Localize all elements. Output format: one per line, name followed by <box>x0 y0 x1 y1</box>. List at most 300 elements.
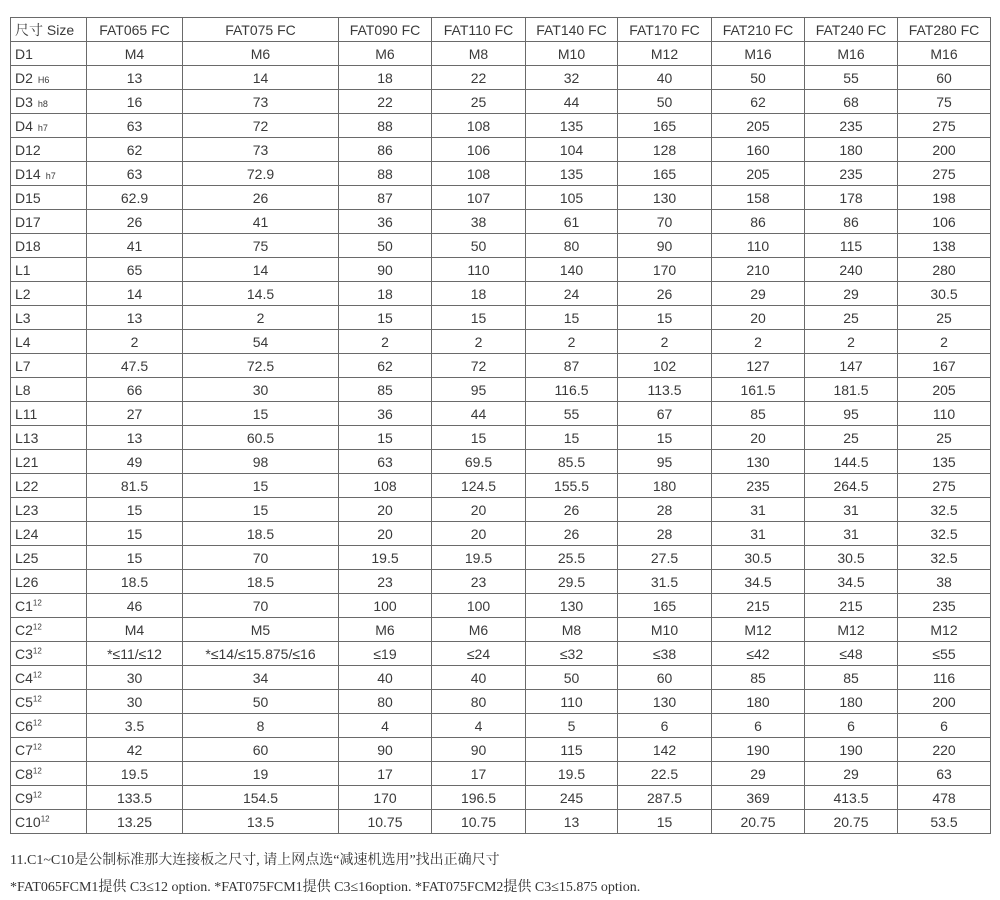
table-cell: 15 <box>87 546 183 570</box>
table-row <box>11 330 991 354</box>
row-label: C4 <box>15 669 33 686</box>
table-cell: 135 <box>526 162 618 186</box>
row-label-cell <box>11 810 87 834</box>
row-label: D18 <box>15 237 41 254</box>
table-row <box>11 498 991 522</box>
note-superscript: 12 <box>32 645 42 655</box>
table-cell: M12 <box>805 618 898 642</box>
table-cell: 47.5 <box>87 354 183 378</box>
table-cell: ≤48 <box>805 642 898 666</box>
note-line-2: *FAT065FCM1提供 C3≤12 option. *FAT075FCM1提供 C3≤16option. *FAT075FCM2提供 C3≤15.875 option. <box>10 880 641 895</box>
table-cell: 25 <box>805 306 898 330</box>
table-cell: 14 <box>183 258 339 282</box>
table-cell: 29 <box>712 762 805 786</box>
table-cell: 13.5 <box>183 810 339 834</box>
table-cell: 31 <box>712 498 805 522</box>
table-cell: 110 <box>712 234 805 258</box>
table-row <box>11 114 991 138</box>
table-cell: 369 <box>712 786 805 810</box>
table-cell: 100 <box>432 594 526 618</box>
tolerance-subscript: h7 <box>37 122 48 133</box>
table-cell: 32.5 <box>898 546 991 570</box>
table-cell: 70 <box>618 210 712 234</box>
table-cell: 6 <box>898 714 991 738</box>
table-cell: 60 <box>898 66 991 90</box>
table-cell: 13.25 <box>87 810 183 834</box>
table-cell: 30.5 <box>712 546 805 570</box>
table-cell: M8 <box>526 618 618 642</box>
table-row <box>11 282 991 306</box>
table-cell: 29.5 <box>526 570 618 594</box>
table-cell: 18.5 <box>183 522 339 546</box>
table-cell: 2 <box>87 330 183 354</box>
table-cell: 106 <box>898 210 991 234</box>
table-cell: 19 <box>183 762 339 786</box>
spec-table <box>10 17 991 834</box>
table-cell: 27 <box>87 402 183 426</box>
table-cell: M12 <box>898 618 991 642</box>
table-row <box>11 762 991 786</box>
table-cell: 104 <box>526 138 618 162</box>
row-label: L2 <box>15 285 31 302</box>
row-label-cell <box>11 570 87 594</box>
table-cell: 4 <box>339 714 432 738</box>
table-cell: 180 <box>618 474 712 498</box>
row-label-cell <box>11 90 87 114</box>
table-cell: 160 <box>712 138 805 162</box>
table-cell: 50 <box>712 66 805 90</box>
table-cell: 205 <box>712 114 805 138</box>
model-header: FAT240 FC <box>805 18 898 42</box>
table-cell: 20.75 <box>805 810 898 834</box>
table-cell: 13 <box>87 306 183 330</box>
table-cell: 3.5 <box>87 714 183 738</box>
table-cell: 158 <box>712 186 805 210</box>
table-cell: ≤24 <box>432 642 526 666</box>
table-cell: 4 <box>432 714 526 738</box>
table-row <box>11 234 991 258</box>
table-cell: 63 <box>87 114 183 138</box>
table-row <box>11 138 991 162</box>
table-cell: 235 <box>805 114 898 138</box>
table-cell: 15 <box>526 306 618 330</box>
table-cell: 140 <box>526 258 618 282</box>
table-row <box>11 66 991 90</box>
row-label: C3 <box>15 645 33 662</box>
table-row <box>11 690 991 714</box>
table-cell: 110 <box>526 690 618 714</box>
table-cell: 135 <box>898 450 991 474</box>
table-cell: 107 <box>432 186 526 210</box>
table-cell: 10.75 <box>432 810 526 834</box>
table-cell: 275 <box>898 474 991 498</box>
tolerance-subscript: H6 <box>37 74 50 85</box>
model-header: FAT110 FC <box>432 18 526 42</box>
table-cell: 287.5 <box>618 786 712 810</box>
table-cell: 100 <box>339 594 432 618</box>
table-row <box>11 546 991 570</box>
table-cell: 60.5 <box>183 426 339 450</box>
row-label-cell <box>11 306 87 330</box>
table-cell: 215 <box>712 594 805 618</box>
row-label: D14 <box>15 165 41 182</box>
table-cell: 16 <box>87 90 183 114</box>
table-cell: 50 <box>526 666 618 690</box>
table-cell: 38 <box>432 210 526 234</box>
table-row <box>11 594 991 618</box>
table-cell: 133.5 <box>87 786 183 810</box>
row-label-cell <box>11 714 87 738</box>
table-cell: 198 <box>898 186 991 210</box>
table-cell: 32.5 <box>898 498 991 522</box>
table-cell: 75 <box>898 90 991 114</box>
table-cell: 23 <box>339 570 432 594</box>
table-cell: 116 <box>898 666 991 690</box>
row-label-cell <box>11 474 87 498</box>
table-cell: 70 <box>183 594 339 618</box>
table-cell: 72.9 <box>183 162 339 186</box>
row-label: L26 <box>15 573 39 590</box>
note-superscript: 12 <box>32 597 42 607</box>
row-label-cell <box>11 378 87 402</box>
table-cell: 275 <box>898 114 991 138</box>
table-cell: 44 <box>526 90 618 114</box>
row-label-cell <box>11 66 87 90</box>
table-cell: 28 <box>618 522 712 546</box>
table-cell: 31 <box>712 522 805 546</box>
table-cell: 34 <box>183 666 339 690</box>
table-row <box>11 402 991 426</box>
table-cell: 25 <box>898 306 991 330</box>
row-label-cell <box>11 786 87 810</box>
table-cell: 26 <box>87 210 183 234</box>
table-cell: 20 <box>432 498 526 522</box>
table-cell: 6 <box>618 714 712 738</box>
table-cell: 13 <box>87 66 183 90</box>
table-cell: 15 <box>183 402 339 426</box>
table-cell: 55 <box>526 402 618 426</box>
table-cell: 26 <box>526 522 618 546</box>
table-cell: 116.5 <box>526 378 618 402</box>
row-label-cell <box>11 330 87 354</box>
table-cell: 30 <box>87 690 183 714</box>
table-row <box>11 738 991 762</box>
model-header: FAT140 FC <box>526 18 618 42</box>
table-cell: 85 <box>712 666 805 690</box>
row-label-cell <box>11 738 87 762</box>
table-cell: 130 <box>712 450 805 474</box>
table-cell: 165 <box>618 162 712 186</box>
table-cell: 280 <box>898 258 991 282</box>
table-cell: 15 <box>87 522 183 546</box>
table-row <box>11 642 991 666</box>
table-cell: 63 <box>898 762 991 786</box>
table-cell: 40 <box>339 666 432 690</box>
note-superscript: 12 <box>40 813 50 823</box>
table-cell: 38 <box>898 570 991 594</box>
row-label: D17 <box>15 213 41 230</box>
table-row <box>11 786 991 810</box>
table-cell: 14 <box>87 282 183 306</box>
table-cell: 138 <box>898 234 991 258</box>
table-cell: 135 <box>526 114 618 138</box>
table-cell: 2 <box>618 330 712 354</box>
table-cell: 15 <box>618 426 712 450</box>
row-label: C1 <box>15 597 33 614</box>
table-cell: 180 <box>805 138 898 162</box>
row-label: L25 <box>15 549 39 566</box>
table-cell: 113.5 <box>618 378 712 402</box>
table-cell: 49 <box>87 450 183 474</box>
table-cell: 63 <box>339 450 432 474</box>
table-cell: 165 <box>618 594 712 618</box>
table-cell: 19.5 <box>339 546 432 570</box>
table-cell: 108 <box>432 114 526 138</box>
table-cell: M6 <box>183 42 339 66</box>
table-row <box>11 618 991 642</box>
table-cell: 34.5 <box>712 570 805 594</box>
table-cell: ≤38 <box>618 642 712 666</box>
table-cell: 15 <box>87 498 183 522</box>
table-cell: 98 <box>183 450 339 474</box>
table-cell: 88 <box>339 162 432 186</box>
tolerance-subscript: h7 <box>45 170 56 181</box>
table-cell: M8 <box>432 42 526 66</box>
table-cell: 190 <box>805 738 898 762</box>
row-label-cell <box>11 594 87 618</box>
row-label: L3 <box>15 309 31 326</box>
table-cell: 275 <box>898 162 991 186</box>
table-cell: 170 <box>339 786 432 810</box>
table-cell: 5 <box>526 714 618 738</box>
table-cell: 87 <box>339 186 432 210</box>
table-cell: 15 <box>183 474 339 498</box>
table-cell: 95 <box>618 450 712 474</box>
table-cell: 18 <box>339 66 432 90</box>
row-label-cell <box>11 282 87 306</box>
table-cell: 54 <box>183 330 339 354</box>
table-cell: 61 <box>526 210 618 234</box>
table-cell: 181.5 <box>805 378 898 402</box>
table-cell: 205 <box>712 162 805 186</box>
table-cell: 26 <box>618 282 712 306</box>
table-cell: 15 <box>339 426 432 450</box>
table-cell: 31 <box>805 498 898 522</box>
table-cell: ≤32 <box>526 642 618 666</box>
table-cell: 41 <box>183 210 339 234</box>
table-cell: 30.5 <box>805 546 898 570</box>
table-cell: 180 <box>805 690 898 714</box>
row-label-cell <box>11 42 87 66</box>
row-label: L7 <box>15 357 31 374</box>
table-cell: 108 <box>432 162 526 186</box>
table-cell: 2 <box>339 330 432 354</box>
table-cell: M6 <box>432 618 526 642</box>
table-cell: 235 <box>712 474 805 498</box>
tolerance-subscript: h8 <box>37 98 48 109</box>
table-row <box>11 186 991 210</box>
table-cell: 62 <box>87 138 183 162</box>
table-cell: *≤14/≤15.875/≤16 <box>183 642 339 666</box>
row-label: D2 <box>15 69 33 86</box>
table-row <box>11 354 991 378</box>
table-cell: 25 <box>805 426 898 450</box>
table-cell: 69.5 <box>432 450 526 474</box>
table-cell: 235 <box>898 594 991 618</box>
row-label-cell <box>11 402 87 426</box>
table-row <box>11 522 991 546</box>
table-cell: M4 <box>87 618 183 642</box>
table-cell: 32 <box>526 66 618 90</box>
row-label: D3 <box>15 93 33 110</box>
table-cell: 106 <box>432 138 526 162</box>
table-cell: 95 <box>805 402 898 426</box>
table-row <box>11 90 991 114</box>
table-cell: 478 <box>898 786 991 810</box>
row-label-cell <box>11 234 87 258</box>
table-cell: 24 <box>526 282 618 306</box>
table-row <box>11 42 991 66</box>
table-cell: 240 <box>805 258 898 282</box>
table-cell: M16 <box>712 42 805 66</box>
table-cell: 34.5 <box>805 570 898 594</box>
table-cell: 180 <box>712 690 805 714</box>
table-cell: 63 <box>87 162 183 186</box>
table-row <box>11 162 991 186</box>
table-cell: 28 <box>618 498 712 522</box>
table-cell: M12 <box>618 42 712 66</box>
table-cell: 25 <box>432 90 526 114</box>
table-cell: 108 <box>339 474 432 498</box>
table-row <box>11 258 991 282</box>
table-cell: 105 <box>526 186 618 210</box>
table-cell: 165 <box>618 114 712 138</box>
table-cell: M10 <box>618 618 712 642</box>
table-cell: 26 <box>526 498 618 522</box>
table-cell: 62.9 <box>87 186 183 210</box>
table-cell: 36 <box>339 210 432 234</box>
table-cell: 60 <box>618 666 712 690</box>
model-header: FAT170 FC <box>618 18 712 42</box>
table-cell: 19.5 <box>526 762 618 786</box>
row-label-cell <box>11 138 87 162</box>
table-cell: 30 <box>183 378 339 402</box>
note-superscript: 12 <box>32 717 42 727</box>
row-label: C9 <box>15 789 33 806</box>
table-cell: 19.5 <box>87 762 183 786</box>
note-superscript: 12 <box>32 621 42 631</box>
table-cell: 23 <box>432 570 526 594</box>
note-superscript: 12 <box>32 765 42 775</box>
table-cell: 29 <box>712 282 805 306</box>
table-cell: 20 <box>339 522 432 546</box>
table-cell: 70 <box>183 546 339 570</box>
table-cell: 42 <box>87 738 183 762</box>
table-cell: 90 <box>618 234 712 258</box>
table-cell: 18.5 <box>183 570 339 594</box>
table-cell: M10 <box>526 42 618 66</box>
note-superscript: 12 <box>32 789 42 799</box>
table-cell: 115 <box>526 738 618 762</box>
table-cell: 110 <box>898 402 991 426</box>
table-cell: 55 <box>805 66 898 90</box>
table-cell: 110 <box>432 258 526 282</box>
table-cell: 196.5 <box>432 786 526 810</box>
table-cell: 90 <box>339 258 432 282</box>
table-cell: 80 <box>339 690 432 714</box>
table-cell: 2 <box>183 306 339 330</box>
row-label-cell <box>11 450 87 474</box>
table-cell: 72 <box>432 354 526 378</box>
table-cell: 75 <box>183 234 339 258</box>
table-cell: 102 <box>618 354 712 378</box>
table-cell: M6 <box>339 618 432 642</box>
row-label-cell <box>11 210 87 234</box>
row-label-cell <box>11 162 87 186</box>
table-cell: 85 <box>712 402 805 426</box>
row-label: D1 <box>15 45 33 62</box>
note-line-1: 11.C1~C10是公制标准那大连接板之尺寸, 请上网点选“减速机选用”找出正确尺寸 <box>10 853 500 868</box>
table-cell: 25.5 <box>526 546 618 570</box>
row-label: C10 <box>15 813 41 830</box>
table-cell: 85.5 <box>526 450 618 474</box>
table-cell: 15 <box>183 498 339 522</box>
row-label-cell <box>11 498 87 522</box>
table-cell: 22.5 <box>618 762 712 786</box>
note-superscript: 12 <box>32 693 42 703</box>
row-label: L22 <box>15 477 39 494</box>
table-cell: 205 <box>898 378 991 402</box>
table-cell: M6 <box>339 42 432 66</box>
table-cell: 15 <box>618 810 712 834</box>
table-cell: 15 <box>339 306 432 330</box>
row-label: D4 <box>15 117 33 134</box>
row-label-cell <box>11 618 87 642</box>
row-label-cell <box>11 546 87 570</box>
table-cell: 44 <box>432 402 526 426</box>
table-row <box>11 810 991 834</box>
table-cell: 18.5 <box>87 570 183 594</box>
row-label: C7 <box>15 741 33 758</box>
row-label-cell <box>11 762 87 786</box>
table-cell: 22 <box>432 66 526 90</box>
row-label: C2 <box>15 621 33 638</box>
table-cell: 10.75 <box>339 810 432 834</box>
table-cell: 40 <box>618 66 712 90</box>
table-cell: 167 <box>898 354 991 378</box>
table-cell: 130 <box>618 186 712 210</box>
size-header: 尺寸 Size <box>11 18 87 42</box>
table-row <box>11 450 991 474</box>
table-row <box>11 714 991 738</box>
table-cell: 2 <box>898 330 991 354</box>
table-cell: 53.5 <box>898 810 991 834</box>
table-cell: 29 <box>805 282 898 306</box>
table-cell: 15 <box>432 306 526 330</box>
table-cell: 66 <box>87 378 183 402</box>
table-cell: 50 <box>618 90 712 114</box>
table-cell: 17 <box>432 762 526 786</box>
row-label-cell <box>11 114 87 138</box>
row-label-cell <box>11 258 87 282</box>
table-cell: 50 <box>183 690 339 714</box>
table-cell: 6 <box>805 714 898 738</box>
row-label-cell <box>11 522 87 546</box>
table-cell: 50 <box>339 234 432 258</box>
table-row <box>11 666 991 690</box>
table-cell: 31.5 <box>618 570 712 594</box>
table-cell: 68 <box>805 90 898 114</box>
